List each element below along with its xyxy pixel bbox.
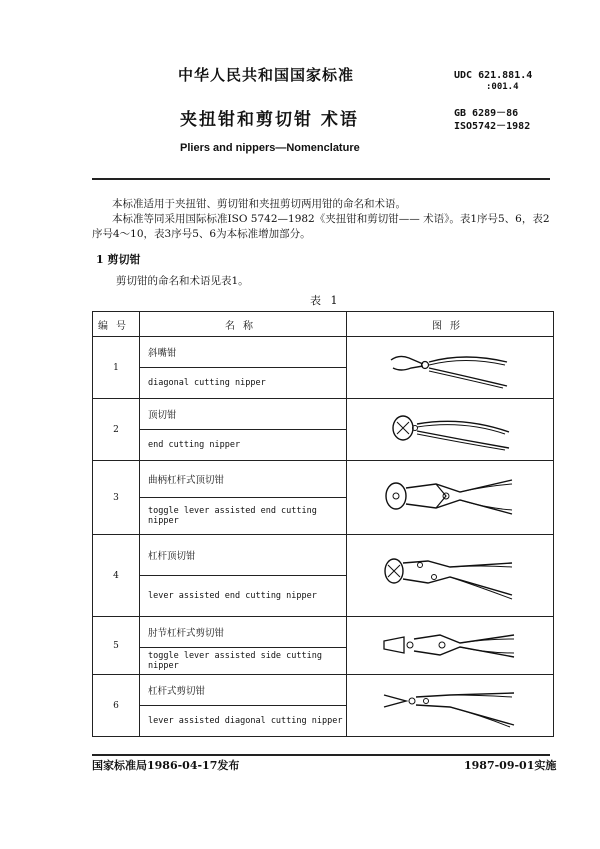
row-number: 1 bbox=[93, 337, 140, 399]
gb-number: GB 6289－86 bbox=[454, 108, 519, 119]
end-cutting-nipper-icon bbox=[385, 408, 515, 452]
lever-diagonal-cutting-nipper-icon bbox=[380, 683, 520, 729]
term-chinese: 顶切钳 bbox=[140, 399, 347, 430]
figure-cell bbox=[347, 675, 554, 737]
term-english: toggle lever assisted side cutting nipper bbox=[140, 648, 347, 675]
lever-end-cutting-nipper-icon bbox=[380, 547, 520, 605]
udc-code-suffix: :001.4 bbox=[486, 82, 519, 92]
effective-date: 1987-09-01实施 bbox=[464, 759, 557, 772]
table-row bbox=[93, 399, 554, 430]
toggle-lever-end-cutting-nipper-icon bbox=[380, 470, 520, 526]
row-number: 6 bbox=[93, 675, 140, 737]
table-caption: 表 1 bbox=[310, 294, 341, 307]
term-english: diagonal cutting nipper bbox=[140, 368, 347, 399]
term-chinese: 肘节杠杆式剪切钳 bbox=[140, 617, 347, 648]
table-row bbox=[93, 535, 554, 576]
document-title: 夹扭钳和剪切钳 术语 bbox=[180, 110, 359, 130]
term-chinese: 杠杆式剪切钳 bbox=[140, 675, 347, 706]
figure-cell bbox=[347, 337, 554, 399]
term-english: lever assisted end cutting nipper bbox=[140, 576, 347, 617]
header-rule bbox=[92, 178, 550, 180]
header-figure: 图形 bbox=[347, 312, 554, 337]
term-english: end cutting nipper bbox=[140, 430, 347, 461]
iso-number: ISO5742－1982 bbox=[454, 121, 531, 132]
row-number: 4 bbox=[93, 535, 140, 617]
term-chinese: 斜嘴钳 bbox=[140, 337, 347, 368]
toggle-lever-side-cutting-nipper-icon bbox=[380, 623, 520, 669]
term-english: toggle lever assisted end cutting nipper bbox=[140, 498, 347, 535]
figure-cell bbox=[347, 461, 554, 535]
term-chinese: 曲柄杠杆式顶切钳 bbox=[140, 461, 347, 498]
row-number: 2 bbox=[93, 399, 140, 461]
term-english: lever assisted diagonal cutting nipper bbox=[140, 706, 347, 737]
standard-header-title: 中华人民共和国国家标准 bbox=[178, 66, 355, 84]
figure-cell bbox=[347, 399, 554, 461]
row-number: 3 bbox=[93, 461, 140, 535]
table-header-row bbox=[93, 312, 554, 337]
intro-paragraph-2: 本标准等同采用国际标准ISO 5742—1982《夹扭钳和剪切钳—— 术语》。表1序号5、6，表2序号4～10，表3序号5、6为本标准增加部分。 bbox=[92, 213, 550, 240]
footer-rule bbox=[92, 754, 550, 756]
terminology-table bbox=[92, 311, 554, 737]
diagonal-cutting-nipper-icon bbox=[385, 346, 515, 390]
section-heading: 1 剪切钳 bbox=[96, 253, 141, 266]
issue-date: 国家标准局1986-04-17发布 bbox=[92, 759, 240, 772]
figure-cell bbox=[347, 535, 554, 617]
intro-paragraph-1: 本标准适用于夹扭钳、剪切钳和夹扭剪切两用钳的命名和术语。 bbox=[112, 198, 406, 210]
table-row bbox=[93, 461, 554, 498]
udc-code: UDC 621.881.4 bbox=[454, 70, 533, 81]
figure-cell bbox=[347, 617, 554, 675]
header-number: 编号 bbox=[93, 312, 140, 337]
row-number: 5 bbox=[93, 617, 140, 675]
english-title: Pliers and nippers—Nomenclature bbox=[180, 142, 360, 154]
term-chinese: 杠杆顶切钳 bbox=[140, 535, 347, 576]
table-row bbox=[93, 675, 554, 706]
table-row bbox=[93, 617, 554, 648]
header-name: 名称 bbox=[140, 312, 347, 337]
section-text: 剪切钳的命名和术语见表1。 bbox=[116, 275, 249, 287]
table-row bbox=[93, 337, 554, 368]
